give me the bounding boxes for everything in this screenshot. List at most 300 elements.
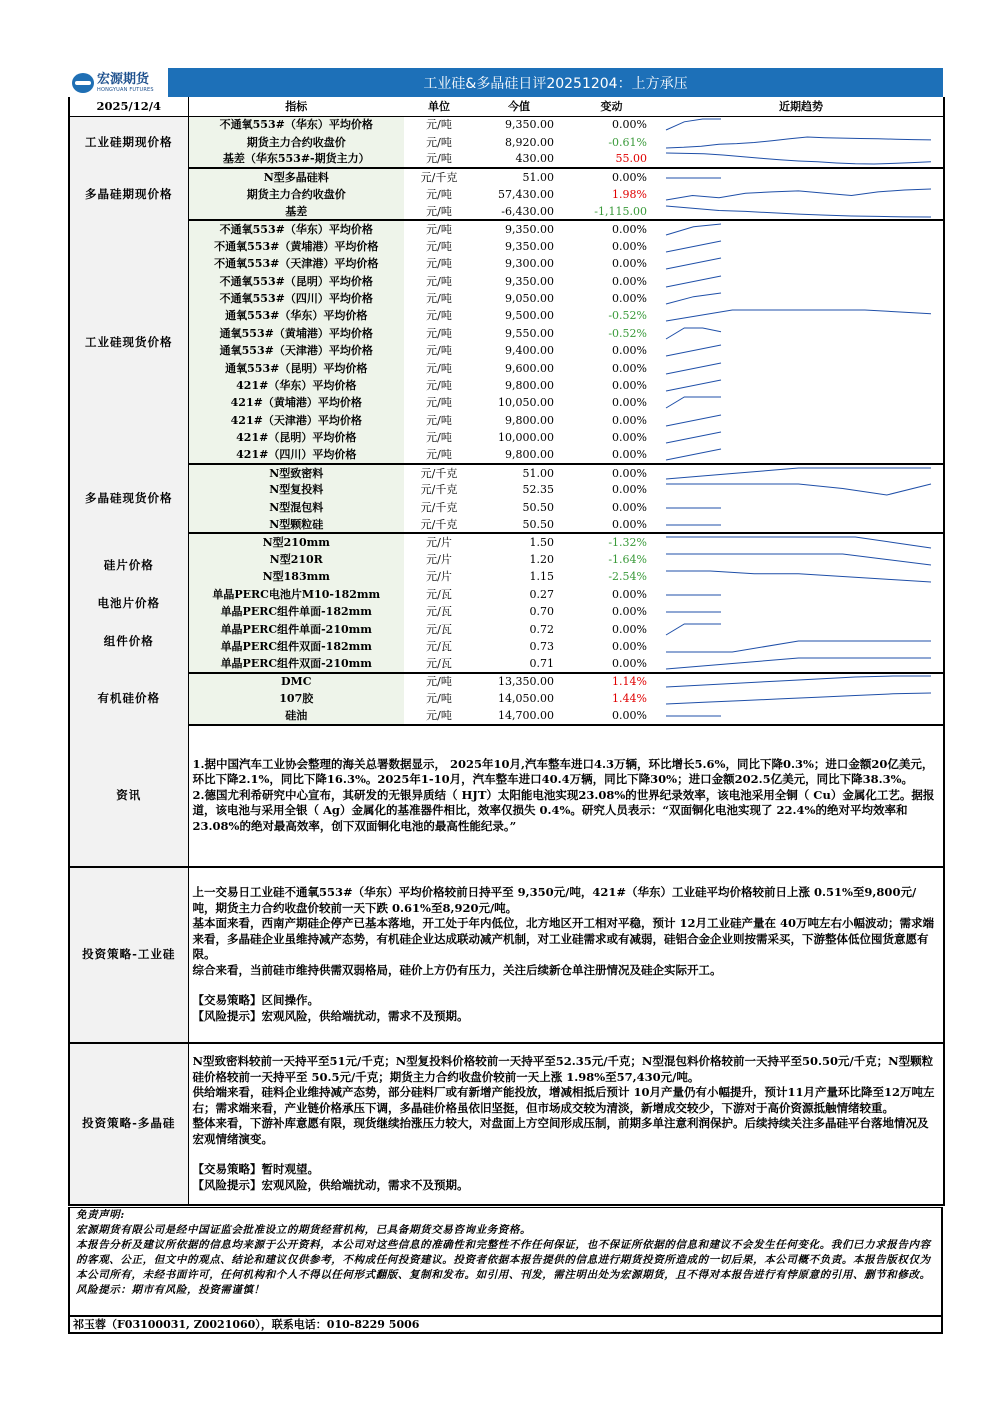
indicator-name: N型混包料 [188,499,404,516]
trend-sparkline [661,239,936,254]
unit-cell: 元/吨 [426,257,452,271]
indicator-name: 单晶PERC组件双面-210mm [188,655,404,672]
section-label: 投资策略-多晶硅 [69,1043,188,1205]
table-row [69,690,944,707]
report-date: 2025/12/4 [69,97,188,116]
section-paragraph [193,1147,940,1162]
header-trend: 近期趋势 [659,97,944,116]
table-row [69,412,944,429]
risk-warning: 风险提示：期市有风险，投资需谨慎！ [76,1284,265,1296]
value-cell: 1.50 [529,536,554,550]
unit-cell: 元/千克 [404,516,474,533]
indicator-name: 通氧553#（黄埔港）平均价格 [188,325,404,342]
value-cell: 14,700.00 [474,707,564,724]
change-cell: 0.00% [564,707,659,724]
company-logo [68,68,168,97]
value-cell: 9,350.00 [505,274,554,288]
trend-sparkline [661,552,936,567]
table-row [69,325,944,342]
trend-cell [659,203,944,220]
trend-cell [659,133,944,150]
trend-sparkline [661,326,936,341]
indicator-name: 不通氧553#（华东）平均价格 [188,116,404,133]
change-cell: 0.00% [612,431,647,445]
price-table [68,97,945,1206]
header-unit: 单位 [404,97,474,116]
section-paragraph: 【交易策略】暂时观望。 [192,1162,319,1177]
indicator-name: N型复投料 [188,481,404,498]
indicator-name: 不通氧553#（昆明）平均价格 [188,273,404,290]
section-paragraph: 1.据中国汽车工业协会整理的海关总署数据显示， 2025年10月,汽车整车进口4.3万辆，环比增长5.6%，同比下降0.3%；进口金额20亿美元，环比下降2.1%，同比下降16.3%。2025年1-10月，汽车整车进口40.4万辆，同比下降30%；进口金额202.5亿美元，同比下降38.3%。 [192,756,934,787]
trend-cell [659,638,944,655]
section-label: 资讯 [69,725,188,867]
indicator-name: 单晶PERC组件单面-210mm [188,620,404,637]
section-body [188,1043,944,1205]
table-row [69,568,944,585]
table-row [69,203,944,220]
trend-cell [659,481,944,498]
value-cell: 1.15 [529,570,554,584]
value-cell: 52.35 [522,483,554,497]
table-row [69,255,944,272]
indicator-name: 不通氧553#（黄埔港）平均价格 [188,238,404,255]
trend-cell [659,151,944,168]
trend-sparkline [661,378,936,393]
unit-cell: 元/吨 [426,223,452,237]
trend-cell [659,568,944,585]
indicator-name: 单晶PERC电池片M10-182mm [188,586,404,603]
change-cell: 0.00% [612,605,647,619]
value-cell: 0.27 [529,587,554,601]
sparkline-series [666,397,721,408]
trend-sparkline [661,622,936,637]
trend-sparkline [661,308,936,323]
indicator-name: 通氧553#（华东）平均价格 [188,307,404,324]
unit-cell: 元/吨 [426,396,452,410]
sparkline-series [666,641,931,652]
table-row [69,481,944,498]
trend-sparkline [661,222,936,237]
change-cell: 0.00% [612,639,647,653]
section-paragraph: 供给端来看，硅料企业维持减产态势，部分硅料厂或有新增产能投放，增减相抵后预计 10月产量仍有小幅提升，预计11月产量环比降至12万吨左右；需求端来看，产业链价格承压下调，多晶硅价格虽依旧坚挺，但市场成交较为清淡，新增成交较少，下游对于高价资源抵触情绪较重。 [192,1085,935,1115]
category-label-part: 电池片价格 [97,595,160,610]
trend-cell [659,620,944,637]
section-body [188,725,944,867]
table-row [69,116,944,133]
sparkline-series [666,484,931,495]
indicator-name: N型多晶硅料 [188,168,404,185]
unit-cell: 元/吨 [426,292,452,306]
unit-cell: 元/片 [426,552,452,566]
value-cell: 1.20 [529,552,554,566]
trend-cell [659,255,944,272]
logo-cn-text: 宏源期货 [97,71,150,87]
section-paragraph: 基本面来看，西南产期硅企停产已基本落地，开工处于年内低位，北方地区开工相对平稳，预计 12月工业硅产量在 40万吨左右小幅波动；需求端来看，多晶硅企业虽维持减产态势，有机硅企业达成联动减产机制，对工业硅需求或有减弱，硅铝合金企业则按需采买，下游整体低位囤货意愿有限。 [192,916,935,962]
indicator-name: 硅油 [188,707,404,724]
unit-cell: 元/瓦 [426,587,452,601]
trend-cell [659,186,944,203]
table-row [69,359,944,376]
table-row [69,446,944,463]
change-cell: -1,115.00 [564,203,659,220]
trend-sparkline [661,117,936,132]
section-label: 投资策略-工业硅 [69,867,188,1043]
disclaimer-title: 免责声明: [76,1209,125,1221]
trend-cell [659,290,944,307]
table-row [69,533,944,550]
sparkline-series [666,189,931,200]
change-cell: 0.00% [612,292,647,306]
indicator-name: 不通氧553#（四川）平均价格 [188,290,404,307]
trend-sparkline [661,430,936,445]
unit-cell: 元/吨 [404,707,474,724]
indicator-name: N型颗粒硅 [188,516,404,533]
table-row [69,655,944,672]
trend-sparkline [661,466,936,481]
trend-sparkline [661,274,936,289]
category-label [69,533,188,672]
trend-sparkline [661,256,936,271]
indicator-name: 421#（黄埔港）平均价格 [188,394,404,411]
sparkline-series [666,658,931,669]
trend-cell [659,377,944,394]
unit-cell: 元/吨 [404,446,474,463]
value-cell: 9,550.00 [505,326,554,340]
trend-sparkline [661,170,936,185]
table-row [69,620,944,637]
sparkline-series [666,676,931,687]
unit-cell: 元/吨 [426,413,452,427]
section-paragraph: 上一交易日工业硅不通氧553#（华东）平均价格较前日持平至 9,350元/吨，421#（华东）工业硅平均价格较前日上涨 0.51%至9,800元/吨，期货主力合约收盘价较前一天下跌 0.61%至8,920元/吨。 [192,885,917,915]
change-cell: 1.14% [612,675,647,689]
unit-cell: 元/吨 [426,309,452,323]
sparkline-series [666,206,931,217]
unit-cell: 元/瓦 [426,622,452,636]
sparkline-series [666,119,721,130]
trend-sparkline [661,656,936,671]
sparkline-series [666,363,721,374]
indicator-name: N型183mm [188,568,404,585]
value-cell: 14,050.00 [498,692,554,706]
table-row [69,342,944,359]
value-cell: 50.50 [522,500,554,514]
value-cell: 10,050.00 [498,396,554,410]
table-row [69,603,944,620]
value-cell: 9,400.00 [505,344,554,358]
indicator-name: 通氧553#（昆明）平均价格 [188,359,404,376]
trend-cell [659,551,944,568]
trend-cell [659,238,944,255]
table-row [69,394,944,411]
table-row [69,273,944,290]
sparkline-series [666,693,931,704]
change-cell: 0.00% [564,446,659,463]
indicator-name: DMC [188,673,404,690]
value-cell: 430.00 [474,151,564,168]
indicator-name: 不通氧553#（天津港）平均价格 [188,255,404,272]
analyst-name: 祁玉蓉 [73,1318,106,1331]
unit-cell: 元/吨 [426,344,452,358]
change-cell: 55.00 [564,151,659,168]
unit-cell: 元/吨 [404,151,474,168]
unit-cell: 元/千克 [420,483,458,497]
section-paragraph: 综合来看，当前硅市维持供需双弱格局，硅价上方仍有压力，关注后续新仓单注册情况及硅企实际开工。 [192,962,722,977]
trend-sparkline [661,691,936,706]
table-row [69,673,944,690]
table-row [69,429,944,446]
unit-cell: 元/吨 [426,675,452,689]
analyst-footer [68,1315,943,1334]
trend-sparkline [661,604,936,619]
sparkline-series [666,328,721,339]
change-cell: 0.00% [564,655,659,672]
indicator-name: 期货主力合约收盘价 [188,186,404,203]
report-header [68,68,943,97]
trend-cell [659,220,944,237]
value-cell: 0.70 [529,605,554,619]
value-cell: 8,920.00 [505,135,554,149]
value-cell: 57,430.00 [498,187,554,201]
header-value: 今值 [474,97,564,116]
sparkline-series [666,224,721,235]
table-row [69,168,944,185]
sparkline-series [666,537,931,548]
change-cell: 0.00% [612,223,647,237]
table-row [69,238,944,255]
category-label: 工业硅期现价格 [69,116,188,168]
disclaimer-line: 本报告分析及建议所依据的信息均来源于公开资料，本公司对这些信息的准确性和完整性不作任何保证，也不保证所依据的信息和建议不会发生任何变化。我们已力求报告内容的客观、公正，但文中的观点、结论和建议仅供参考，不构成任何投资建议。投资者依据本报告提供的信息进行期货投资所造成的一切后果，本公司概不负责。本报告版权仅为本公司所有，未经书面许可，任何机构和个人不得以任何形式翻版、复制和发布。如引用、刊发，需注明出处为宏源期货，且不得对本报告进行有悖原意的引用、删节和修改。 [76,1239,931,1281]
value-cell: 10,000.00 [498,431,554,445]
trend-cell [659,429,944,446]
sparkline-series [666,554,931,565]
section-paragraph: 【交易策略】区间操作。 [192,993,319,1008]
trend-sparkline [661,587,936,602]
table-row [69,707,944,724]
unit-cell: 元/片 [426,536,452,550]
table-row [69,638,944,655]
trend-sparkline [661,413,936,428]
trend-sparkline [661,187,936,202]
unit-cell: 元/吨 [426,431,452,445]
change-cell: 0.00% [612,344,647,358]
unit-cell: 元/瓦 [426,605,452,619]
trend-sparkline [661,291,936,306]
value-cell: 9,350.00 [505,239,554,253]
table-header-row [69,97,944,116]
sparkline-series [666,624,721,635]
trend-cell [659,446,944,463]
trend-sparkline [661,151,936,166]
sparkline-series [666,468,931,479]
unit-cell: 元/瓦 [404,655,474,672]
category-label: 多晶硅现货价格 [69,464,188,534]
unit-cell: 元/吨 [426,239,452,253]
category-label-part: 硅片价格 [103,557,154,572]
section-paragraph: 整体来看，下游补库意愿有限，现货继续抬涨压力较大，对盘面上方空间形成压制，前期多单注意利润保护。后续持续关注多晶硅平台落地情况及宏观情绪演变。 [192,1116,929,1146]
value-cell: 13,350.00 [498,675,554,689]
category-label: 多晶硅期现价格 [69,168,188,220]
change-cell: 0.00% [612,379,647,393]
trend-sparkline [661,135,936,150]
sparkline-series [666,137,931,148]
value-cell: 0.73 [529,639,554,653]
indicator-name: 基差 [188,203,404,220]
sparkline-series [666,415,721,426]
unit-cell: 元/吨 [426,118,452,132]
trend-cell [659,412,944,429]
value-cell: 9,500.00 [505,309,554,323]
trend-cell [659,673,944,690]
disclaimer-line: 宏源期货有限公司是经中国证监会批准设立的期货经营机构，已具备期货交易咨询业务资格。 [76,1224,532,1236]
unit-cell: 元/片 [426,570,452,584]
trend-sparkline [661,569,936,584]
table-row [69,464,944,481]
change-cell: 0.00% [612,466,647,480]
sparkline-series [666,276,721,287]
trend-cell [659,359,944,376]
change-cell: 0.00% [612,118,647,132]
table-row [69,307,944,324]
logo-en-text: HONGYUAN FUTURES [97,86,154,93]
change-cell: 0.00% [612,587,647,601]
value-cell: 50.50 [474,516,564,533]
value-cell: 9,300.00 [505,257,554,271]
change-cell: -0.52% [608,326,647,340]
header-indicator: 指标 [188,97,404,116]
trend-sparkline [661,535,936,550]
sparkline-series [666,258,721,269]
change-cell: 0.00% [612,274,647,288]
trend-sparkline [661,204,936,219]
change-cell: 0.00% [612,483,647,497]
sparkline-series [666,449,721,460]
indicator-name: 421#（四川）平均价格 [188,446,404,463]
unit-cell: 元/千克 [420,466,458,480]
trend-cell [659,464,944,481]
value-cell: 9,600.00 [505,361,554,375]
change-cell: 0.00% [612,170,647,184]
sparkline-series [666,293,721,304]
analyst-contact: ，联系电话：010-8229 5006 [260,1318,420,1331]
trend-cell [659,655,944,672]
trend-sparkline [661,395,936,410]
trend-sparkline [661,639,936,654]
trend-cell [659,690,944,707]
sparkline-series [666,153,931,164]
indicator-name: 不通氧553#（华东）平均价格 [188,220,404,237]
category-label: 工业硅现货价格 [69,220,188,463]
value-cell: 9,050.00 [505,292,554,306]
change-cell: -0.52% [608,309,647,323]
trend-cell [659,168,944,185]
value-cell: 9,350.00 [505,118,554,132]
value-cell: 51.00 [522,170,554,184]
category-label-part: 组件价格 [103,633,154,648]
trend-sparkline [661,708,936,723]
news-row [69,725,944,867]
table-row [69,151,944,168]
disclaimer [68,1207,943,1315]
indicator-name: 单晶PERC组件单面-182mm [188,603,404,620]
trend-cell [659,499,944,516]
sparkline-series [666,310,931,321]
sparkline-series [666,380,721,391]
trend-cell [659,307,944,324]
indicator-name: 期货主力合约收盘价 [188,133,404,150]
unit-cell: 元/千克 [420,500,458,514]
trend-cell [659,342,944,359]
value-cell: 0.72 [529,622,554,636]
change-cell: 0.00% [612,257,647,271]
trend-sparkline [661,500,936,515]
change-cell: 0.00% [612,500,647,514]
table-row [69,220,944,237]
trend-sparkline [661,447,936,462]
strategy-ps-row [69,1043,944,1205]
change-cell: 0.00% [612,361,647,375]
analyst-credentials: （F03100031, Z0021060） [106,1318,261,1331]
unit-cell: 元/吨 [426,187,452,201]
sparkline-series [666,241,721,252]
section-paragraph [193,978,940,993]
change-cell: 0.00% [612,239,647,253]
trend-cell [659,586,944,603]
category-label: 有机硅价格 [69,673,188,725]
indicator-name: N型210mm [188,533,404,550]
value-cell: 9,800.00 [505,379,554,393]
unit-cell: 元/吨 [426,361,452,375]
trend-cell [659,273,944,290]
change-cell: 0.00% [564,516,659,533]
indicator-name: 421#（昆明）平均价格 [188,429,404,446]
unit-cell: 元/吨 [426,379,452,393]
trend-sparkline [661,361,936,376]
value-cell: 51.00 [522,466,554,480]
change-cell: -1.64% [608,552,647,566]
table-row [69,516,944,533]
trend-cell [659,603,944,620]
table-row [69,133,944,150]
unit-cell: 元/吨 [426,274,452,288]
table-row [69,186,944,203]
indicator-name: 421#（天津港）平均价格 [188,412,404,429]
indicator-name: N型致密料 [188,464,404,481]
unit-cell: 元/千克 [420,170,458,184]
trend-sparkline [661,674,936,689]
unit-cell: 元/瓦 [426,639,452,653]
strategy-is-row [69,867,944,1043]
section-paragraph: 2.德国尤利希研究中心宣布，其研发的无银异质结（ HJT）太阳能电池实现23.08%的世界纪录效率，该电池采用全铜（ Cu）金属化工艺。据报道，该电池与采用全银（ Ag）金属化的基准器件相比，效率仅损失 0.4%。研究人员表示：“双面铜化电池实现了 22.4%的绝对平均效率和23.08%的绝对最高效率，创下双面铜化电池的最高性能纪录。” [192,787,935,833]
trend-cell [659,116,944,133]
indicator-name: 107胶 [188,690,404,707]
indicator-name: 基差（华东553#-期货主力） [188,151,404,168]
table-row [69,586,944,603]
trend-cell [659,533,944,550]
trend-cell [659,516,944,533]
change-cell: 1.44% [612,692,647,706]
section-body [188,867,944,1043]
sparkline-series [666,571,931,582]
sparkline-series [666,345,721,356]
trend-cell [659,325,944,342]
change-cell: 0.00% [612,622,647,636]
trend-sparkline [661,343,936,358]
section-paragraph: 【风险提示】宏观风险，供给端扰动，需求不及预期。 [192,1008,469,1023]
value-cell: 0.71 [474,655,564,672]
value-cell: 9,800.00 [474,446,564,463]
indicator-name: 单晶PERC组件双面-182mm [188,638,404,655]
trend-cell [659,394,944,411]
